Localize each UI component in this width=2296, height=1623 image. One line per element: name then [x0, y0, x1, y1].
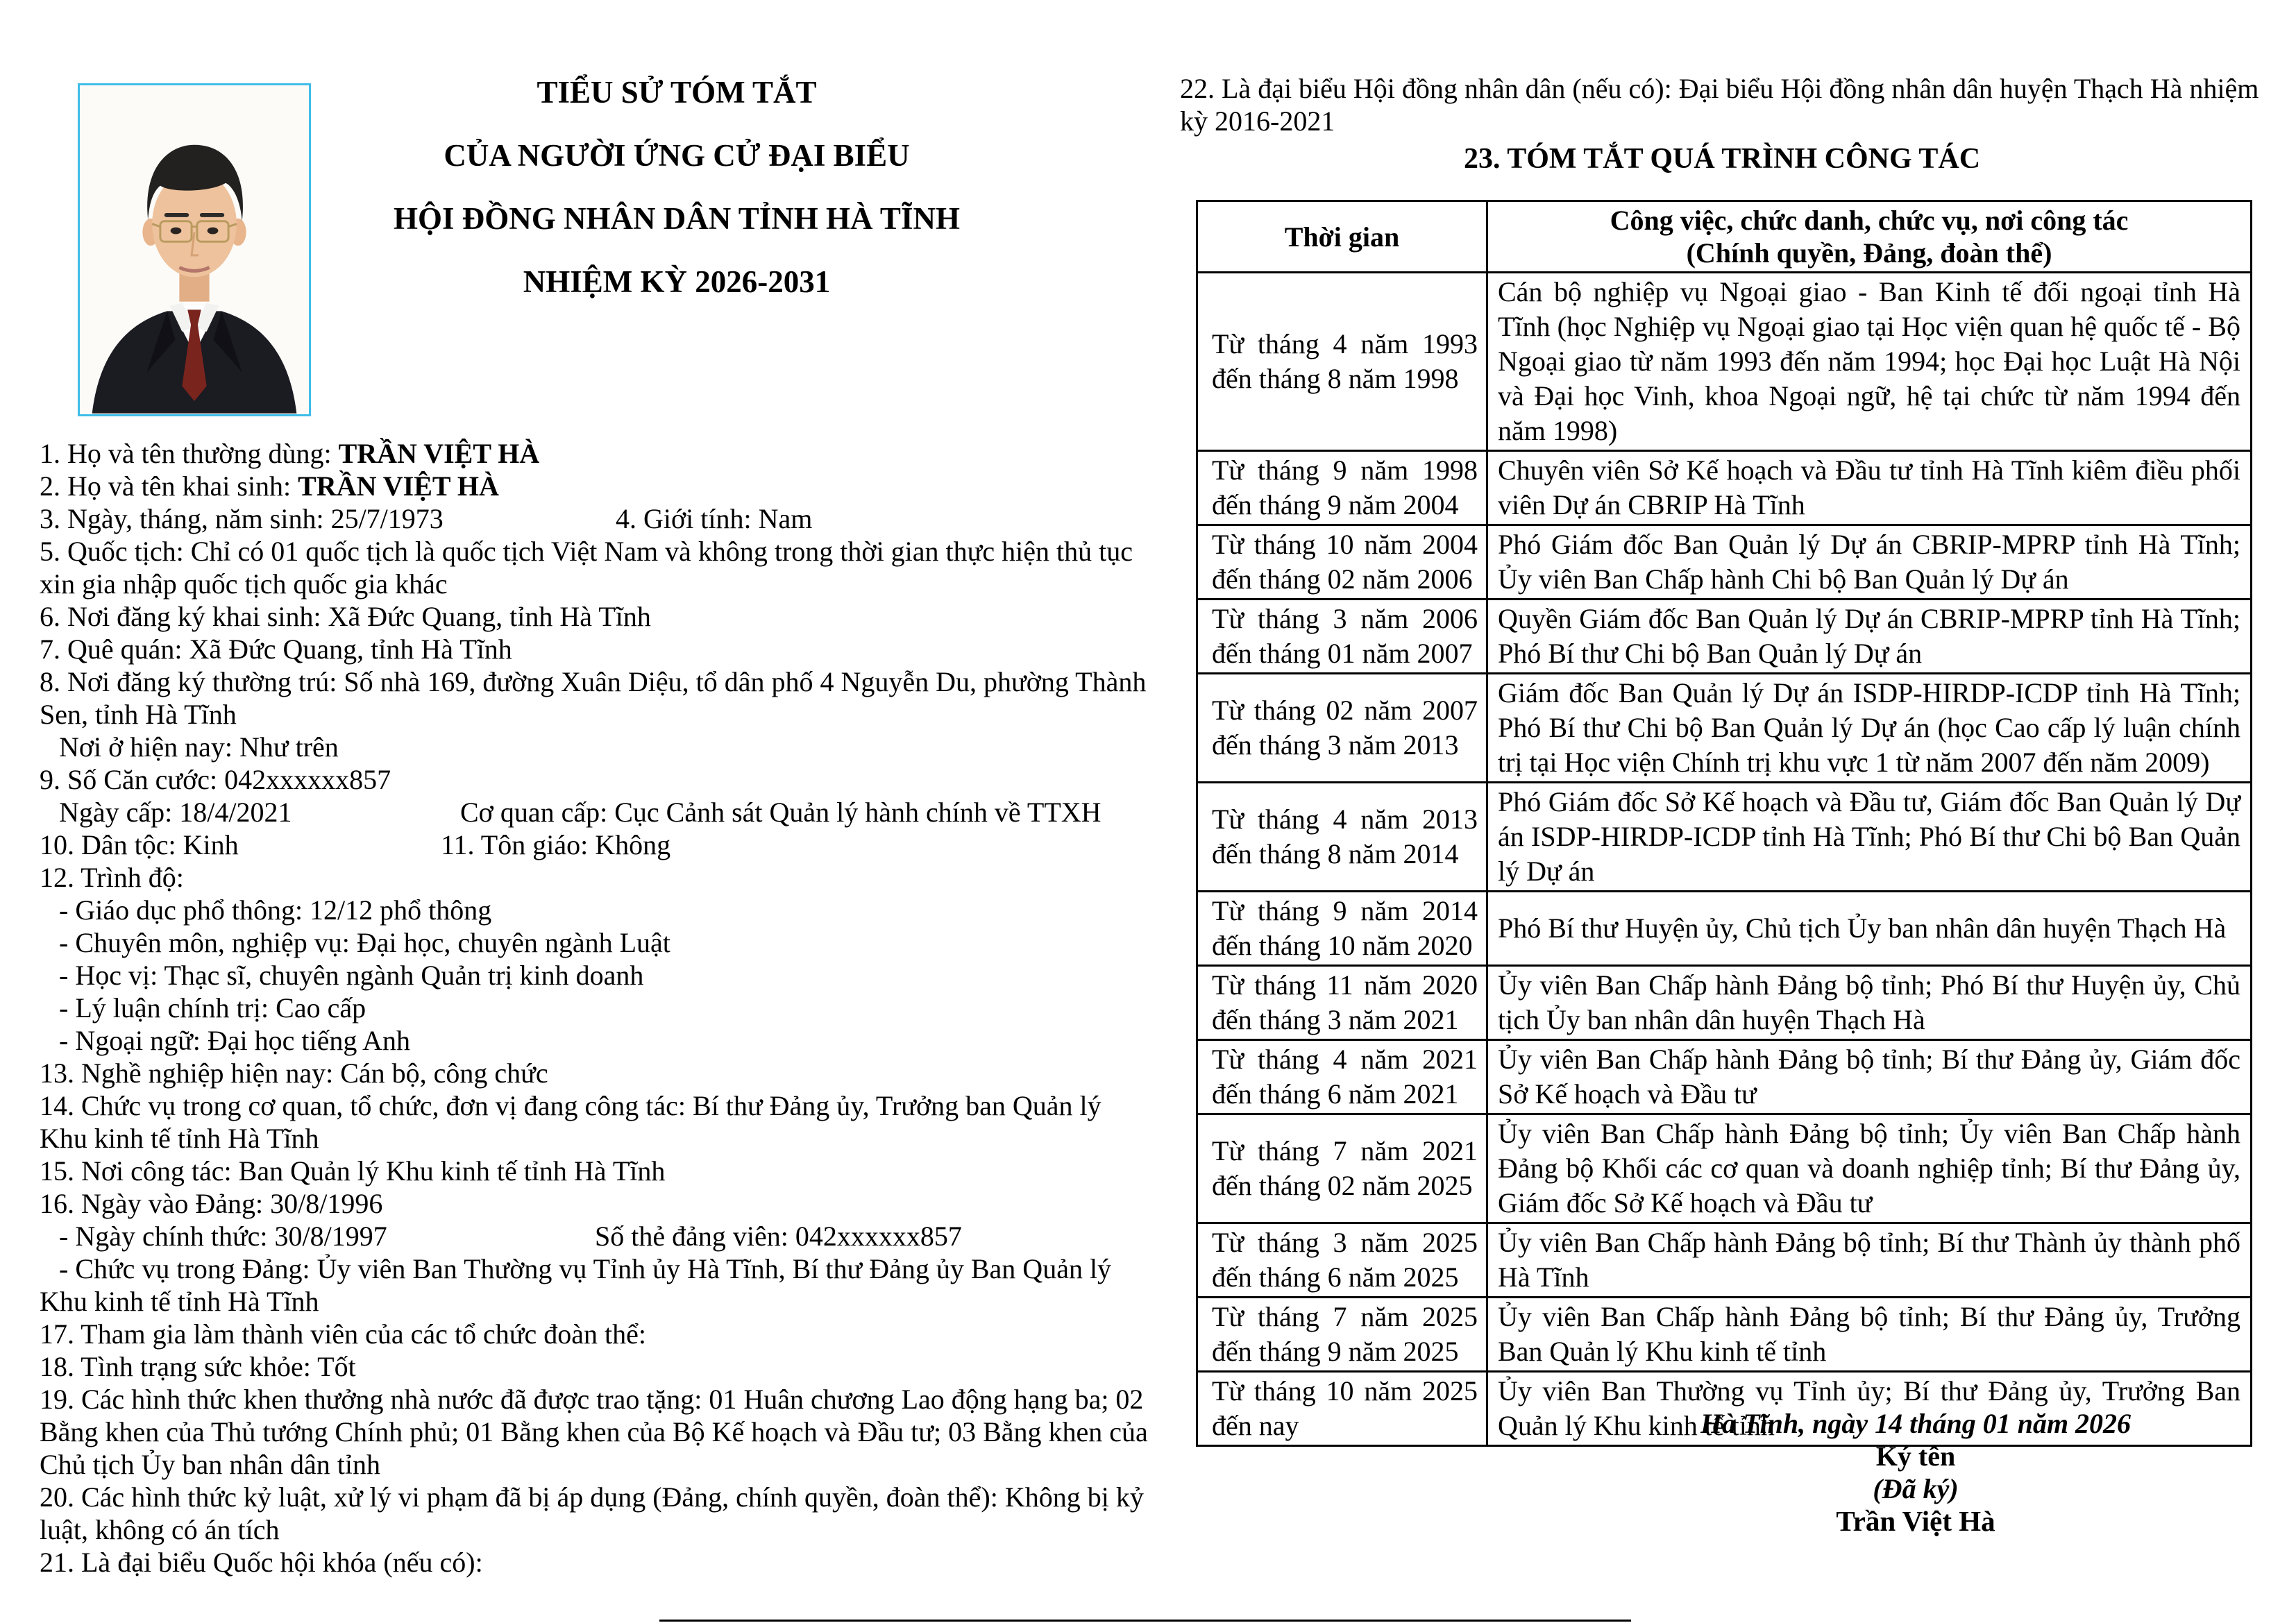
work-row — [1197, 525, 2252, 600]
detail-cell: Ủy viên Ban Chấp hành Đảng bộ tỉnh; Bí thư Đảng ủy, Trưởng Ban Quản lý Khu kinh tế tỉnh — [1487, 1298, 2252, 1372]
bio-item-9-issuer: Cơ quan cấp: Cục Cảnh sát Quản lý hành chính về TTXH — [460, 797, 1101, 828]
detail-cell: Giám đốc Ban Quản lý Dự án ISDP-HIRDP-ICDP tỉnh Hà Tĩnh; Phó Bí thư Chi bộ Ban Quản lý Dự án (học Cao cấp lý luận chính trị tại Học viện Chính trị khu vực 1 từ năm 2007 đến năm 2009) — [1487, 674, 2252, 783]
bio-item-17: 17. Tham gia làm thành viên của các tổ chức đoàn thể: — [40, 1318, 646, 1350]
signature-name: Trần Việt Hà — [1836, 1505, 1995, 1537]
page-bottom-divider — [659, 1620, 1631, 1622]
bio-list — [40, 437, 1148, 1579]
bio-item-1 — [40, 437, 1148, 470]
bio-item-9: 9. Số Căn cước: 042xxxxxx857 — [40, 764, 391, 795]
detail-cell: Quyền Giám đốc Ban Quản lý Dự án CBRIP-MPRP tỉnh Hà Tĩnh; Phó Bí thư Chi bộ Ban Quản lý Dự án — [1487, 600, 2252, 674]
bio-item-1-value: TRẦN VIỆT HÀ — [338, 438, 540, 469]
bio-item-12-education: - Giáo dục phổ thông: 12/12 phổ thông — [59, 894, 492, 926]
bio-item-18: 18. Tình trạng sức khỏe: Tốt — [40, 1351, 356, 1382]
bio-item-16-official — [40, 1220, 1148, 1252]
work-row — [1197, 674, 2252, 783]
title-line-3: HỘI ĐỒNG NHÂN DÂN TỈNH HÀ TĨNH — [394, 201, 960, 236]
bio-item-8: 8. Nơi đăng ký thường trú: Số nhà 169, đường Xuân Diệu, tổ dân phố 4 Nguyễn Du, phường Thành Sen, tỉnh Hà Tĩnh — [40, 666, 1147, 730]
bio-item-16-party-role: - Chức vụ trong Đảng: Ủy viên Ban Thường vụ Tỉnh ủy Hà Tĩnh, Bí thư Đảng ủy Ban Quản lý Khu kinh tế tỉnh Hà Tĩnh — [40, 1253, 1112, 1317]
table-header-job — [1487, 201, 2252, 273]
period-cell: Từ tháng 9 năm 1998 đến tháng 9 năm 2004 — [1197, 451, 1487, 525]
detail-cell: Phó Giám đốc Ban Quản lý Dự án CBRIP-MPRP tỉnh Hà Tĩnh; Ủy viên Ban Chấp hành Chi bộ Ban Quản lý Dự án — [1487, 525, 2252, 600]
period-cell: Từ tháng 10 năm 2004 đến tháng 02 năm 2006 — [1197, 525, 1487, 600]
work-row — [1197, 783, 2252, 892]
bio-item-1-label: 1. Họ và tên thường dùng: — [40, 438, 339, 469]
table-header-job-line1: Công việc, chức danh, chức vụ, nơi công tác — [1610, 205, 2129, 236]
bio-item-5: 5. Quốc tịch: Chỉ có 01 quốc tịch là quốc tịch Việt Nam và không trong thời gian thực hiện thủ tục xin gia nhập quốc tịch quốc gia khác — [40, 536, 1133, 600]
detail-cell: Ủy viên Ban Thường vụ Tỉnh ủy; Bí thư Đảng ủy, Trưởng Ban Quản lý Khu kinh tế tỉnh — [1487, 1372, 2252, 1446]
signature-signed-note: (Đã ký) — [1873, 1473, 1959, 1504]
work-row — [1197, 600, 2252, 674]
period-cell: Từ tháng 7 năm 2025 đến tháng 9 năm 2025 — [1197, 1298, 1487, 1372]
bio-item-16: 16. Ngày vào Đảng: 30/8/1996 — [40, 1188, 383, 1219]
title-line-2: CỦA NGƯỜI ỨNG CỬ ĐẠI BIỂU — [444, 138, 910, 173]
detail-cell: Ủy viên Ban Chấp hành Đảng bộ tỉnh; Bí thư Thành ủy thành phố Hà Tĩnh — [1487, 1223, 2252, 1298]
bio-item-2 — [40, 470, 1148, 502]
bio-item-7: 7. Quê quán: Xã Đức Quang, tỉnh Hà Tĩnh — [40, 634, 512, 665]
period-cell: Từ tháng 9 năm 2014 đến tháng 10 năm 2020 — [1197, 892, 1487, 966]
bio-item-6: 6. Nơi đăng ký khai sinh: Xã Đức Quang, tỉnh Hà Tĩnh — [40, 601, 651, 632]
period-cell: Từ tháng 4 năm 1993 đến tháng 8 năm 1998 — [1197, 273, 1487, 451]
bio-item-3-4 — [40, 502, 1148, 535]
period-cell: Từ tháng 3 năm 2025 đến tháng 6 năm 2025 — [1197, 1223, 1487, 1298]
title-line-1: TIỂU SỬ TÓM TẮT — [537, 75, 817, 110]
bio-item-12-language: - Ngoại ngữ: Đại học tiếng Anh — [59, 1025, 411, 1056]
period-cell: Từ tháng 02 năm 2007 đến tháng 3 năm 2013 — [1197, 674, 1487, 783]
signature-label: Ký tên — [1875, 1441, 1956, 1472]
bio-item-15: 15. Nơi công tác: Ban Quản lý Khu kinh tế tỉnh Hà Tĩnh — [40, 1155, 666, 1187]
detail-cell: Ủy viên Ban Chấp hành Đảng bộ tỉnh; Ủy viên Ban Chấp hành Đảng bộ Khối các cơ quan và doanh nghiệp tỉnh; Bí thư Đảng ủy, Giám đốc Sở Kế hoạch và Đầu tư — [1487, 1114, 2252, 1223]
signature-block — [1576, 1407, 2256, 1538]
bio-item-2-label: 2. Họ và tên khai sinh: — [40, 470, 298, 502]
detail-cell: Chuyên viên Sở Kế hoạch và Đầu tư tỉnh Hà Tĩnh kiêm điều phối viên Dự án CBRIP Hà Tĩnh — [1487, 451, 2252, 525]
work-row — [1197, 966, 2252, 1040]
bio-item-9-issue-date: Ngày cấp: 18/4/2021 — [59, 797, 292, 828]
bio-item-14: 14. Chức vụ trong cơ quan, tổ chức, đơn vị đang công tác: Bí thư Đảng ủy, Trưởng ban Quản lý Khu kinh tế tỉnh Hà Tĩnh — [40, 1090, 1101, 1154]
work-row — [1197, 1223, 2252, 1298]
table-header-period: Thời gian — [1197, 201, 1487, 273]
work-row — [1197, 892, 2252, 966]
bio-item-20: 20. Các hình thức kỷ luật, xử lý vi phạm đã bị áp dụng (Đảng, chính quyền, đoàn thể): Không bị kỷ luật, không có án tích — [40, 1481, 1144, 1545]
bio-item-3: 3. Ngày, tháng, năm sinh: 25/7/1973 — [40, 503, 444, 534]
bio-item-12-profession: - Chuyên môn, nghiệp vụ: Đại học, chuyên ngành Luật — [59, 927, 670, 958]
bio-item-13: 13. Nghề nghiệp hiện nay: Cán bộ, công chức — [40, 1057, 548, 1089]
table-header-job-line2: (Chính quyền, Đảng, đoàn thể) — [1686, 237, 2052, 269]
bio-item-16-official-date: - Ngày chính thức: 30/8/1997 — [59, 1221, 387, 1252]
bio-item-12-politics: - Lý luận chính trị: Cao cấp — [59, 992, 366, 1023]
detail-cell: Phó Giám đốc Sở Kế hoạch và Đầu tư, Giám đốc Ban Quản lý Dự án ISDP-HIRDP-ICDP tỉnh Hà Tĩnh; Phó Bí thư Chi bộ Ban Quản lý Dự án — [1487, 783, 2252, 892]
work-row — [1197, 451, 2252, 525]
detail-cell: Phó Bí thư Huyện ủy, Chủ tịch Ủy ban nhân dân huyện Thạch Hà — [1487, 892, 2252, 966]
bio-item-9-issue — [40, 796, 1148, 829]
period-cell: Từ tháng 4 năm 2013 đến tháng 8 năm 2014 — [1197, 783, 1487, 892]
work-row — [1197, 1298, 2252, 1372]
bio-item-4: 4. Giới tính: Nam — [616, 503, 813, 534]
bio-item-19: 19. Các hình thức khen thưởng nhà nước đã được trao tặng: 01 Huân chương Lao động hạng ba; 02 Bằng khen của Thủ tướng Chính phủ; 01 Bằng khen của Bộ Kế hoạch và Đầu tư; 03 Bằng khen của Chủ tịch Ủy ban nhân dân tỉnh — [40, 1384, 1148, 1480]
detail-cell: Cán bộ nghiệp vụ Ngoại giao - Ban Kinh tế đối ngoại tỉnh Hà Tĩnh (học Nghiệp vụ Ngoại giao tại Học viện quan hệ quốc tế - Bộ Ngoại giao từ năm 1993 đến năm 1994; học Đại học Luật Hà Nội và Đại học Vinh, khoa Ngoại ngữ, hệ tại chức từ năm 1994 đến năm 1998) — [1487, 273, 2252, 451]
period-cell: Từ tháng 7 năm 2021 đến tháng 02 năm 2025 — [1197, 1114, 1487, 1223]
signature-place-date: Hà Tĩnh, ngày 14 tháng 01 năm 2026 — [1700, 1408, 2132, 1439]
period-cell: Từ tháng 3 năm 2006 đến tháng 01 năm 2007 — [1197, 600, 1487, 674]
bio-item-12-degree: - Học vị: Thạc sĩ, chuyên ngành Quản trị kinh doanh — [59, 960, 644, 991]
bio-item-11: 11. Tôn giáo: Không — [441, 829, 671, 860]
bio-item-22: 22. Là đại biểu Hội đồng nhân dân (nếu có): Đại biểu Hội đồng nhân dân huyện Thạch Hà nhiệm kỳ 2016-2021 — [1180, 73, 2259, 137]
bio-item-8-residence: Nơi ở hiện nay: Như trên — [59, 731, 339, 763]
work-history-table — [1196, 200, 2252, 1447]
document-title — [243, 61, 1111, 314]
table-header-row — [1197, 201, 2252, 273]
bio-item-10-11 — [40, 829, 1148, 861]
period-cell: Từ tháng 10 năm 2025 đến nay — [1197, 1372, 1487, 1446]
bio-item-16-card-number: Số thẻ đảng viên: 042xxxxxx857 — [595, 1221, 962, 1252]
detail-cell: Ủy viên Ban Chấp hành Đảng bộ tỉnh; Phó Bí thư Huyện ủy, Chủ tịch Ủy ban nhân dân huyện Thạch Hà — [1487, 966, 2252, 1040]
title-line-4: NHIỆM KỲ 2026-2031 — [523, 264, 831, 299]
detail-cell: Ủy viên Ban Chấp hành Đảng bộ tỉnh; Bí thư Đảng ủy, Giám đốc Sở Kế hoạch và Đầu tư — [1487, 1040, 2252, 1114]
bio-item-2-value: TRẦN VIỆT HÀ — [298, 470, 499, 502]
period-cell: Từ tháng 4 năm 2021 đến tháng 6 năm 2021 — [1197, 1040, 1487, 1114]
work-history-title: 23. TÓM TẮT QUÁ TRÌNH CÔNG TÁC — [1463, 143, 1981, 175]
work-row — [1197, 1114, 2252, 1223]
work-row — [1197, 273, 2252, 451]
period-cell: Từ tháng 11 năm 2020 đến tháng 3 năm 2021 — [1197, 966, 1487, 1040]
bio-item-21: 21. Là đại biểu Quốc hội khóa (nếu có): — [40, 1547, 483, 1578]
bio-item-12: 12. Trình độ: — [40, 862, 184, 893]
bio-item-10: 10. Dân tộc: Kinh — [40, 829, 239, 860]
work-row — [1197, 1040, 2252, 1114]
